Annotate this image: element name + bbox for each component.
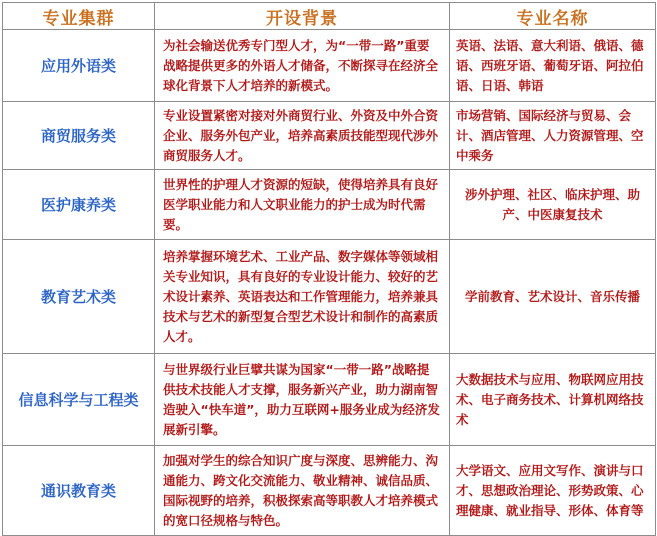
background-cell: 培养掌握环境艺术、工业产品、数字媒体等领域相关专业知识，具有良好的专业设计能力、较好的艺术设计素养、英语表达和工作管理能力，培养兼具技术与艺术的新型复合型艺术设计和制作的高素质人才。 bbox=[155, 240, 450, 354]
category-cell: 信息科学与工程类 bbox=[3, 354, 155, 446]
background-cell: 加强对学生的综合知识广度与深度、思辨能力、沟通能力、跨文化交流能力、敬业精神、诚信品质、国际视野的培养，积极探索高等职教人才培养模式的宽口径规格与特色。 bbox=[155, 446, 450, 536]
majors-cell: 市场营销、国际经济与贸易、会计、酒店管理、人力资源管理、空中乘务 bbox=[450, 102, 656, 170]
table-row bbox=[3, 446, 656, 536]
majors-cell: 大数据技术与应用、物联网应用技术、电子商务技术、计算机网络技术 bbox=[450, 354, 656, 446]
majors-cell: 涉外护理、社区、临床护理、助产、中医康复技术 bbox=[450, 170, 656, 240]
majors-cell: 学前教育、艺术设计、音乐传播 bbox=[450, 240, 656, 354]
category-cell: 通识教育类 bbox=[3, 446, 155, 536]
table-header-row bbox=[3, 3, 656, 30]
header-majors: 专业名称 bbox=[450, 3, 656, 30]
header-category: 专业集群 bbox=[3, 3, 155, 30]
background-cell: 世界性的护理人才资源的短缺，使得培养具有良好医学职业能力和人文职业能力的护士成为时代需要。 bbox=[155, 170, 450, 240]
category-cell: 教育艺术类 bbox=[3, 240, 155, 354]
background-cell: 为社会输送优秀专门型人才，为“一带一路”重要战略提供更多的外语人才储备，不断探寻在经济全球化背景下人才培养的新模式。 bbox=[155, 30, 450, 102]
category-cell: 医护康养类 bbox=[3, 170, 155, 240]
category-cell: 商贸服务类 bbox=[3, 102, 155, 170]
table-row bbox=[3, 102, 656, 170]
table-row bbox=[3, 354, 656, 446]
table-row bbox=[3, 240, 656, 354]
majors-table bbox=[2, 2, 656, 536]
background-cell: 与世界级行业巨擘共谋为国家“一带一路”战略提供技术技能人才支撑，服务新兴产业，助力湖南智造驶入“快车道”，助力互联网+服务业成为经济发展新引擎。 bbox=[155, 354, 450, 446]
background-cell: 专业设置紧密对接对外商贸行业、外资及中外合资企业、服务外包产业，培养高素质技能型现代涉外商贸服务人才。 bbox=[155, 102, 450, 170]
table-row bbox=[3, 30, 656, 102]
category-cell: 应用外语类 bbox=[3, 30, 155, 102]
majors-cell: 大学语文、应用文写作、演讲与口才、思想政治理论、形势政策、心理健康、就业指导、形体、体育等 bbox=[450, 446, 656, 536]
header-background: 开设背景 bbox=[155, 3, 450, 30]
majors-cell: 英语、法语、意大利语、俄语、德语、西班牙语、葡萄牙语、阿拉伯语、日语、韩语 bbox=[450, 30, 656, 102]
table-row bbox=[3, 170, 656, 240]
